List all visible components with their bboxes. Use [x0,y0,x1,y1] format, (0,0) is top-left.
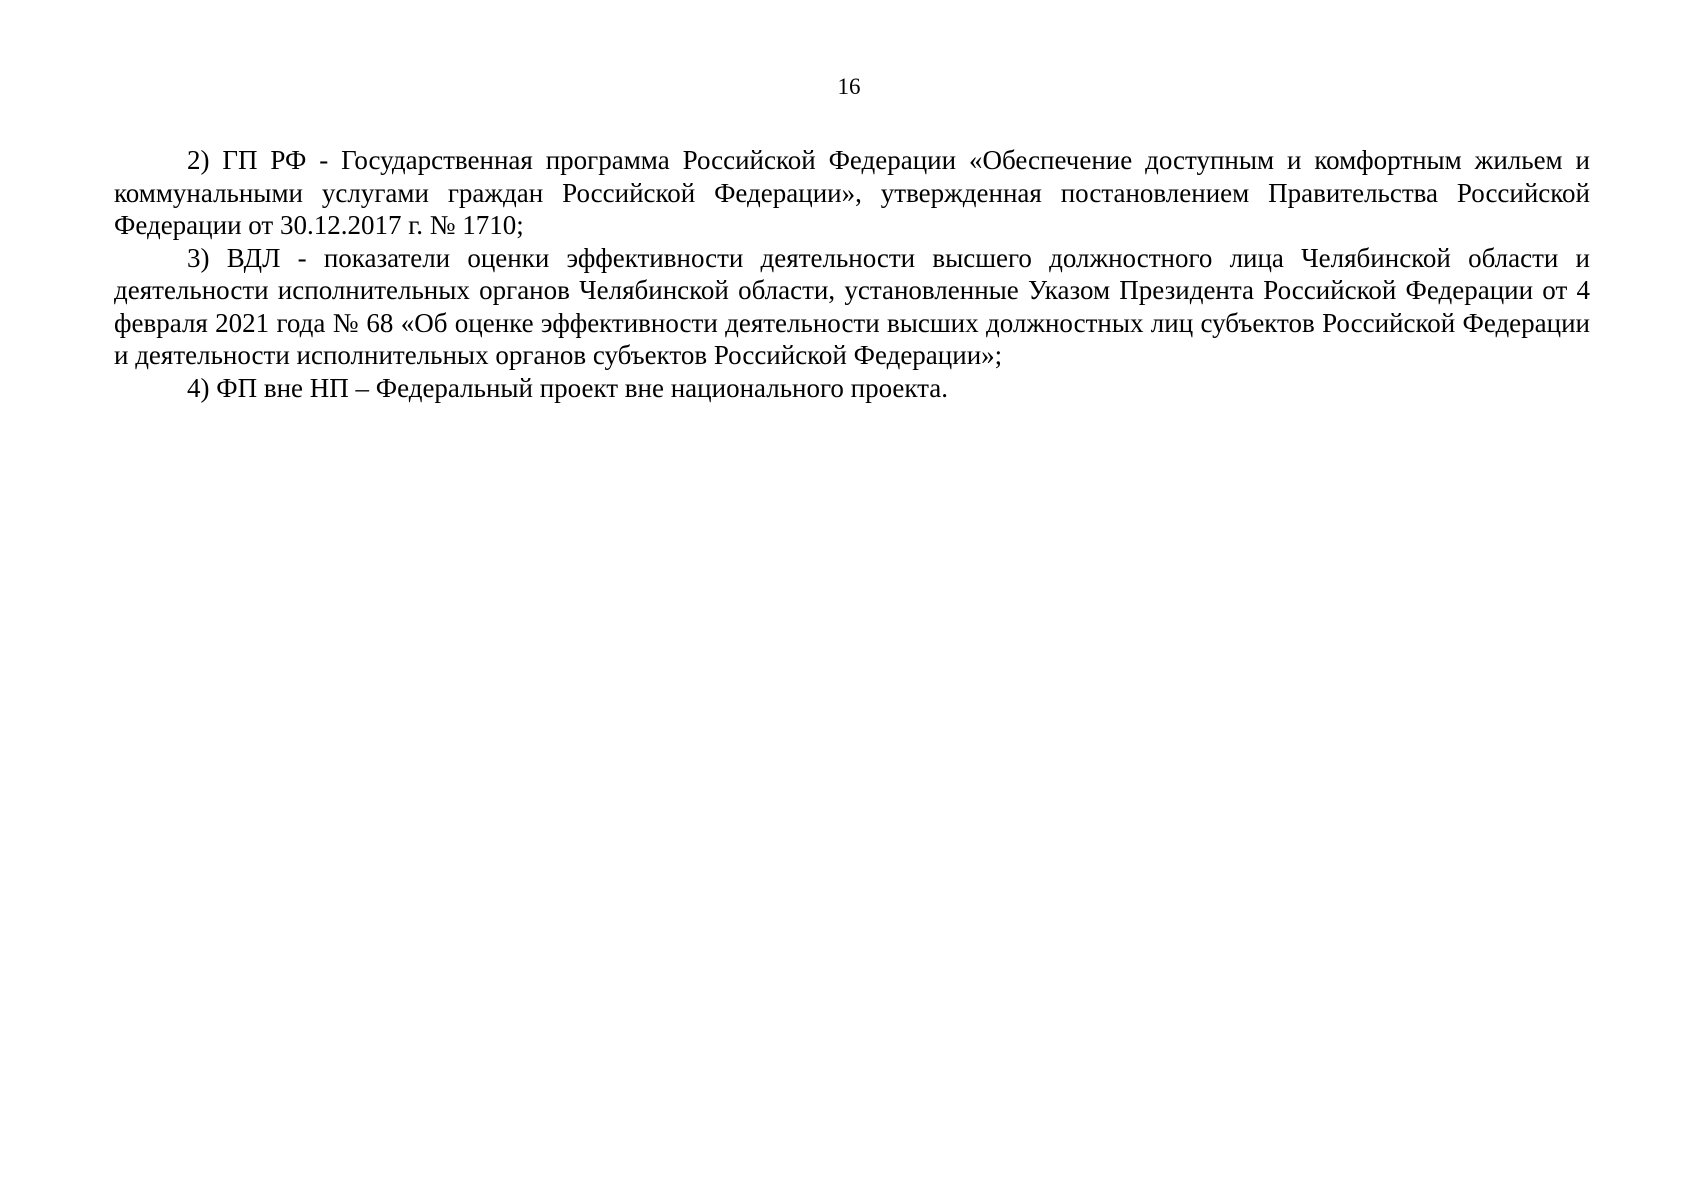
document-body [114,144,1590,404]
definition-paragraph-vdl: 3) ВДЛ - показатели оценки эффективности деятельности высшего должностного лица Челябинской области и деятельности исполнительных органов Челябинской области, установленные Указом Президента Российской Федерации от 4 февраля 2021 года № 68 «Об оценке эффективности деятельности высших должностных лиц субъектов Российской Федерации и деятельности исполнительных органов субъектов Российской Федерации»; [114,242,1590,370]
definition-paragraph-gp-rf: 2) ГП РФ - Государственная программа Российской Федерации «Обеспечение доступным и комфортным жильем и коммунальными услугами граждан Российской Федерации», утвержденная постановлением Правительства Российской Федерации от 30.12.2017 г. № 1710; [114,145,1590,240]
page-number: 16 [837,74,861,99]
definition-paragraph-fp-vne-np: 4) ФП вне НП – Федеральный проект вне национального проекта. [187,372,949,403]
